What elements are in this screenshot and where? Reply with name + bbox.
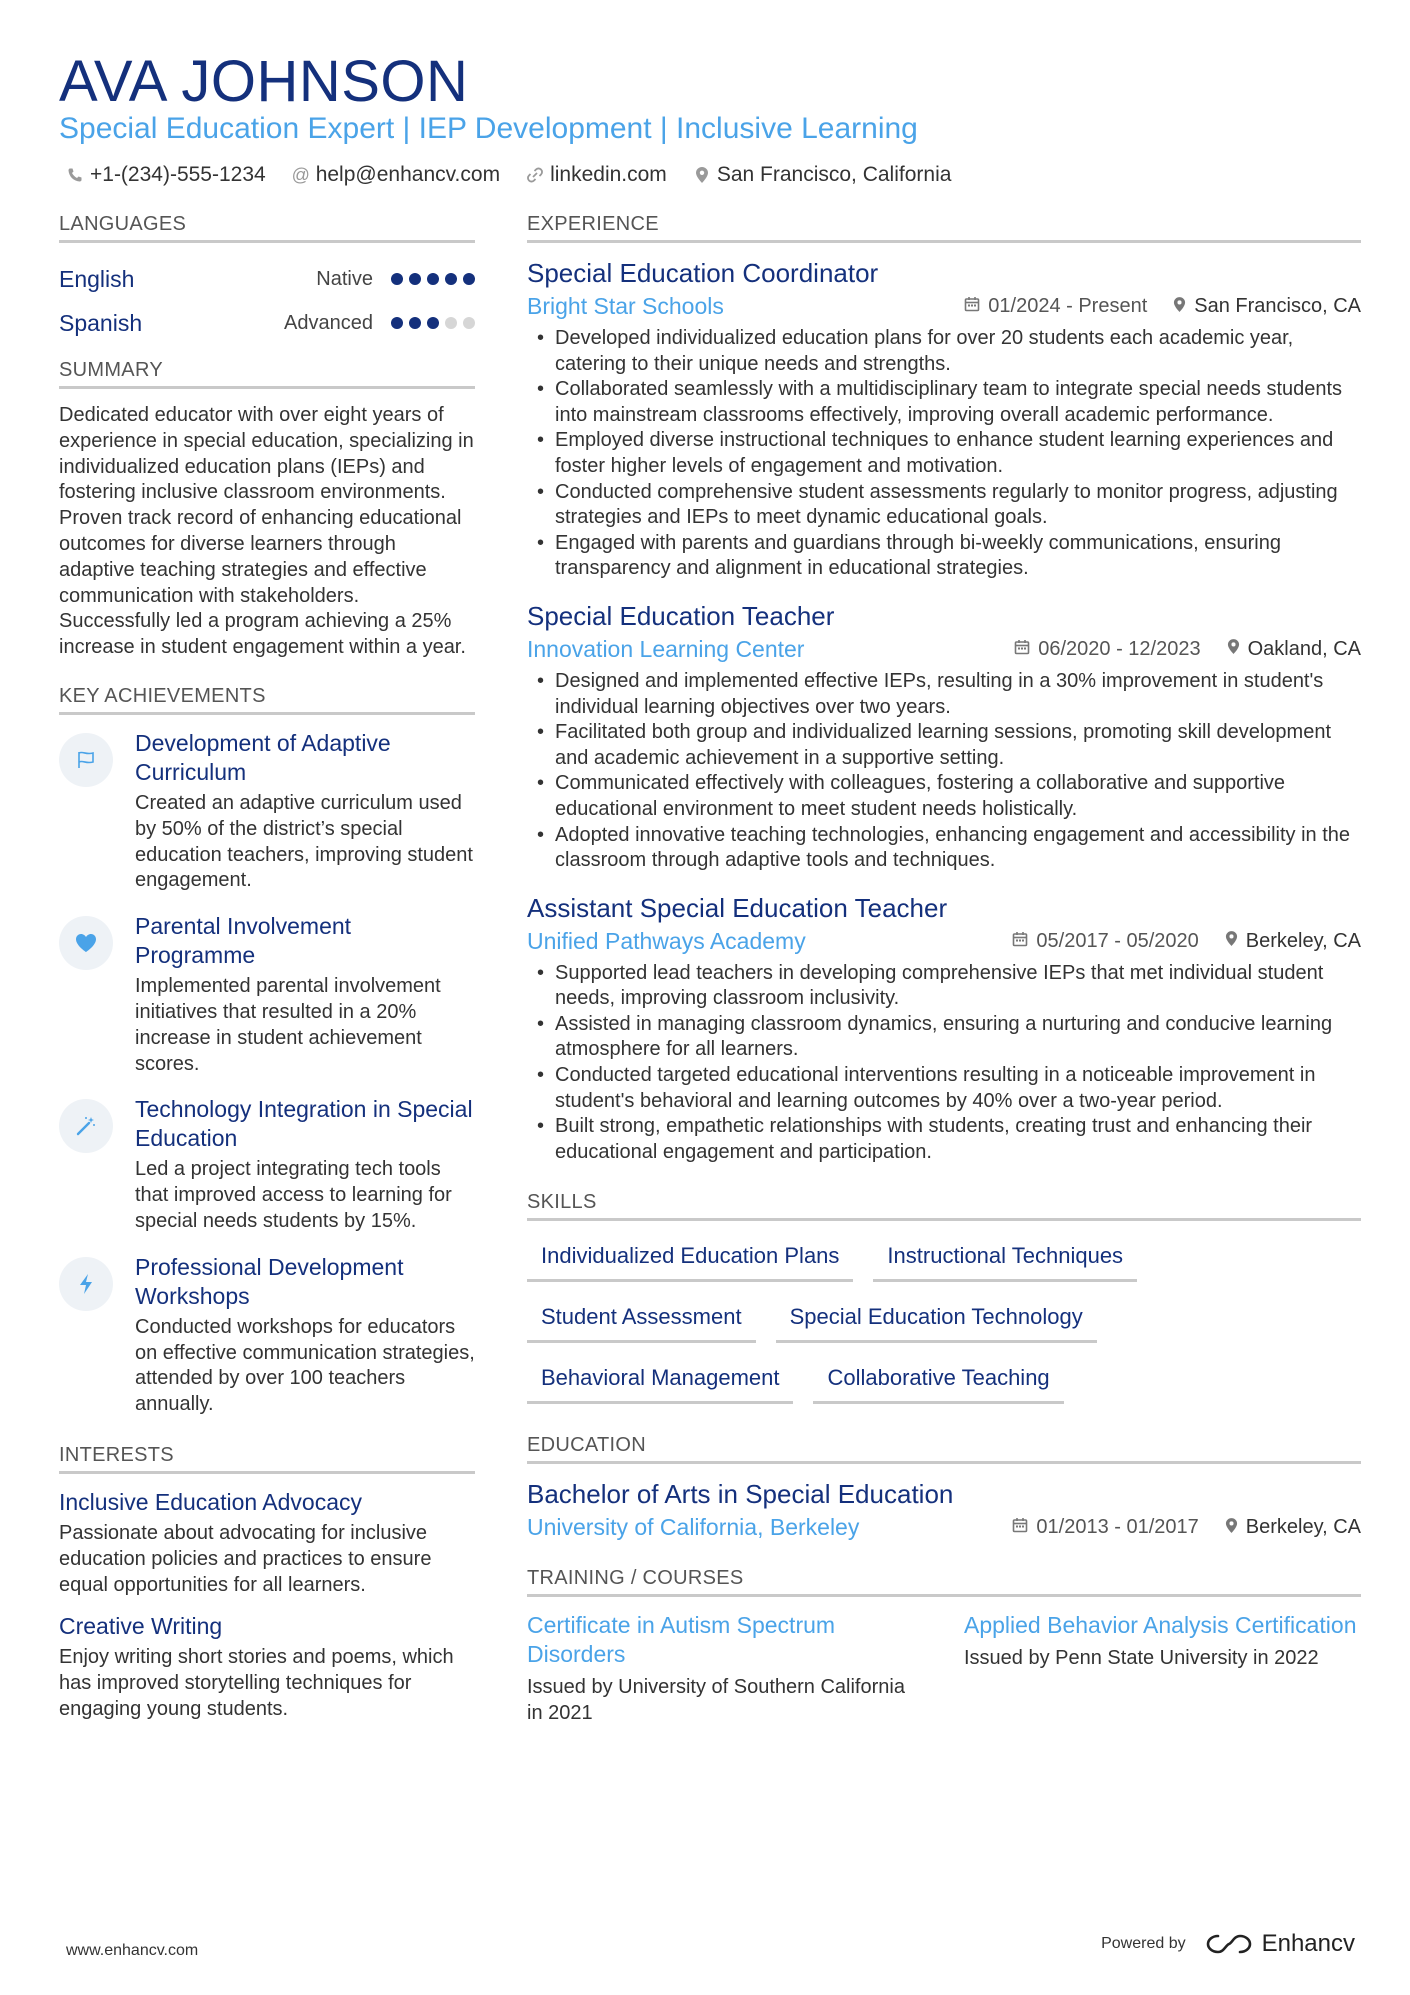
skill-tag: Instructional Techniques [873, 1235, 1137, 1282]
achievement-title: Development of Adaptive Curriculum [135, 729, 391, 785]
job-bullets [527, 326, 1361, 582]
brand-logo[interactable] [1206, 1930, 1355, 1958]
skill-tag: Special Education Technology [776, 1296, 1097, 1343]
education-dates: 01/2013 - 01/2017 [1036, 1516, 1199, 1539]
achievement-title: Professional Development Workshops [135, 1253, 404, 1309]
achievement-title: Parental Involvement Programme [135, 913, 352, 969]
heart-icon [59, 916, 113, 970]
job-bullet: • Communicated effectively with colleagues, fostering a collaborative and supportive educational environment to meet student needs holistically. [527, 771, 1361, 822]
phone-icon [66, 167, 84, 183]
rating-dot-filled [391, 317, 403, 329]
contact-bar [66, 163, 951, 187]
job-bullet: • Built strong, empathetic relationships with students, creating trust and enhancing their educational engagement and participation. [527, 1114, 1361, 1165]
achievement-desc: Led a project integrating tech tools that improved access to learning for special needs students by 15%. [135, 1158, 452, 1232]
summary-text: Dedicated educator with over eight years of experience in special education, specializing in individualized education plans (IEPs) and fostering inclusive classroom environments. Proven track record of enhancing educational outcomes for diverse learners through adaptive teaching strategies and effective communication with stakeholders. Successfully led a program achieving a 25% increase in student engagement within a year. [59, 404, 474, 659]
rating-dot-filled [445, 273, 457, 285]
course-item [964, 1611, 1361, 1727]
calendar-icon [1014, 639, 1030, 660]
right-column [527, 213, 1361, 1727]
rating-dot-filled [391, 273, 403, 285]
rating-dot-empty [445, 317, 457, 329]
education-title: EDUCATION [527, 1434, 1361, 1464]
at-icon: @ [291, 164, 310, 185]
contact-email[interactable] [292, 163, 500, 187]
job-bullet: • Designed and implemented effective IEPs, resulting in a 30% improvement in student's individual learning objectives over two years. [527, 669, 1361, 720]
achievement-desc: Implemented parental involvement initiatives that resulted in a 20% increase in student achievement scores. [135, 975, 441, 1075]
contact-location [693, 163, 952, 187]
contact-location-text: San Francisco, California [716, 163, 952, 186]
location-pin-icon [1225, 930, 1238, 952]
contact-email-text: help@enhancv.com [315, 163, 501, 186]
achievement-item [59, 912, 475, 1077]
magic-wand-icon [59, 1099, 113, 1153]
language-item [59, 257, 475, 301]
rating-dot-filled [427, 317, 439, 329]
achievement-item [59, 729, 475, 894]
language-item [59, 301, 475, 345]
skill-tag: Individualized Education Plans [527, 1235, 853, 1282]
job-bullets [527, 669, 1361, 874]
interest-title: Creative Writing [59, 1613, 223, 1640]
rating-dot-empty [463, 317, 475, 329]
rating-dot-filled [409, 273, 421, 285]
job-bullet: • Conducted comprehensive student assessments regularly to monitor progress, adjusting strategies and IEPs to meet dynamic educational goals. [527, 480, 1361, 531]
job-location: San Francisco, CA [1194, 295, 1361, 317]
job-entry [527, 257, 1361, 582]
brand-name: Enhancv [1261, 1930, 1355, 1957]
job-location: Berkeley, CA [1245, 929, 1361, 952]
lightning-bolt-icon [59, 1257, 113, 1311]
course-title: Certificate in Autism Spectrum Disorders [527, 1612, 836, 1668]
flag-icon [59, 733, 113, 787]
course-item [527, 1611, 924, 1727]
achievement-item [59, 1253, 475, 1418]
achievement-item [59, 1095, 475, 1234]
language-name: English [59, 265, 135, 292]
calendar-icon [964, 296, 980, 317]
job-bullets [527, 961, 1361, 1166]
interests-title: INTERESTS [59, 1444, 475, 1474]
training-list [527, 1611, 1361, 1727]
achievement-desc: Created an adaptive curriculum used by 50% of the district’s special education teachers, improving student engagement. [135, 791, 473, 892]
interest-title: Inclusive Education Advocacy [59, 1488, 363, 1515]
rating-dot-filled [427, 273, 439, 285]
course-title: Applied Behavior Analysis Certification [964, 1612, 1357, 1639]
skill-tag: Behavioral Management [527, 1357, 793, 1404]
job-bullet: • Conducted targeted educational interventions resulting in a noticeable improvement in student's behavioral and learning outcomes by 40% over a two-year period. [527, 1063, 1361, 1114]
location-pin-icon [693, 166, 711, 184]
job-title: Special Education Coordinator [527, 258, 879, 288]
skill-tag: Student Assessment [527, 1296, 756, 1343]
job-bullet: • Adopted innovative teaching technologies, enhancing engagement and accessibility in the classroom through adaptive tools and techniques. [527, 823, 1361, 874]
job-bullet: • Employed diverse instructional techniques to enhance student learning experiences and foster higher levels of engagement and motivation. [527, 428, 1361, 479]
headline: Special Education Expert | IEP Development | Inclusive Learning [59, 112, 918, 145]
footer-website[interactable]: www.enhancv.com [66, 1942, 199, 1959]
skills-list [527, 1235, 1167, 1404]
calendar-icon [1012, 1517, 1028, 1538]
job-bullet: • Supported lead teachers in developing comprehensive IEPs that met individual student needs, improving classroom inclusivity. [527, 961, 1361, 1012]
job-location: Oakland, CA [1247, 637, 1361, 660]
achievement-title: Technology Integration in Special Education [135, 1096, 473, 1152]
candidate-name: AVA JOHNSON [59, 49, 469, 114]
footer-branding [1101, 1930, 1355, 1958]
interest-desc: Passionate about advocating for inclusive education policies and practices to ensure equal opportunities for all learners. [59, 1521, 432, 1596]
achievement-desc: Conducted workshops for educators on effective communication strategies, attended by over 100 teachers annually. [135, 1315, 475, 1416]
job-title: Special Education Teacher [527, 600, 835, 631]
location-pin-icon [1227, 638, 1240, 660]
education-entry [527, 1478, 1361, 1541]
contact-phone[interactable] [66, 163, 266, 187]
achievements-title: KEY ACHIEVEMENTS [59, 685, 475, 715]
school-name: University of California, Berkeley [527, 1514, 860, 1541]
languages-title: LANGUAGES [59, 213, 475, 243]
company-name: Innovation Learning Center [527, 635, 805, 662]
powered-by-label: Powered by [1101, 1935, 1186, 1952]
job-entry [527, 892, 1361, 1166]
course-desc: Issued by Penn State University in 2022 [964, 1647, 1319, 1670]
language-rating [391, 273, 475, 285]
skill-tag: Collaborative Teaching [813, 1357, 1063, 1404]
job-bullet: • Facilitated both group and individualized learning sessions, promoting skill development and academic achievement in a supportive setting. [527, 720, 1361, 771]
language-rating [391, 317, 475, 329]
contact-linkedin[interactable] [526, 163, 667, 187]
course-desc: Issued by University of Southern California in 2021 [527, 1676, 905, 1725]
job-dates: 06/2020 - 12/2023 [1038, 637, 1201, 660]
degree-title: Bachelor of Arts in Special Education [527, 1479, 954, 1510]
training-title: TRAINING / COURSES [527, 1567, 1361, 1597]
skills-title: SKILLS [527, 1191, 1361, 1221]
company-name: Unified Pathways Academy [527, 927, 806, 954]
job-dates: 01/2024 - Present [988, 295, 1148, 317]
education-location: Berkeley, CA [1245, 1516, 1361, 1539]
summary-title: SUMMARY [59, 359, 475, 389]
job-bullet: • Engaged with parents and guardians through bi-weekly communications, ensuring transparency and alignment in educational strategies. [527, 531, 1361, 582]
language-level: Native [316, 267, 373, 290]
job-entry [527, 600, 1361, 874]
company-name: Bright Star Schools [527, 293, 724, 319]
enhancv-logo-icon [1206, 1932, 1252, 1956]
calendar-icon [1012, 931, 1028, 952]
left-column [59, 213, 475, 1737]
language-level: Advanced [284, 311, 373, 334]
language-name: Spanish [59, 309, 143, 336]
contact-linkedin-text: linkedin.com [550, 163, 667, 186]
job-bullet: • Assisted in managing classroom dynamics, ensuring a nurturing and conducive learning atmosphere for all learners. [527, 1012, 1361, 1063]
job-bullet: • Collaborated seamlessly with a multidisciplinary team to integrate special needs students into mainstream classrooms effectively, improving overall academic performance. [527, 377, 1361, 428]
link-icon [526, 167, 544, 183]
job-title: Assistant Special Education Teacher [527, 892, 948, 923]
job-dates: 05/2017 - 05/2020 [1036, 929, 1199, 952]
rating-dot-filled [463, 273, 475, 285]
location-pin-icon [1225, 1517, 1238, 1539]
job-bullet: • Developed individualized education plans for over 20 students each academic year, catering to their unique needs and strengths. [527, 326, 1361, 377]
interest-desc: Enjoy writing short stories and poems, which has improved storytelling techniques for engaging young students. [59, 1646, 454, 1720]
location-pin-icon [1173, 296, 1186, 318]
experience-title: EXPERIENCE [527, 213, 1361, 243]
rating-dot-filled [409, 317, 421, 329]
contact-phone-text: +1-(234)-555-1234 [90, 163, 266, 186]
